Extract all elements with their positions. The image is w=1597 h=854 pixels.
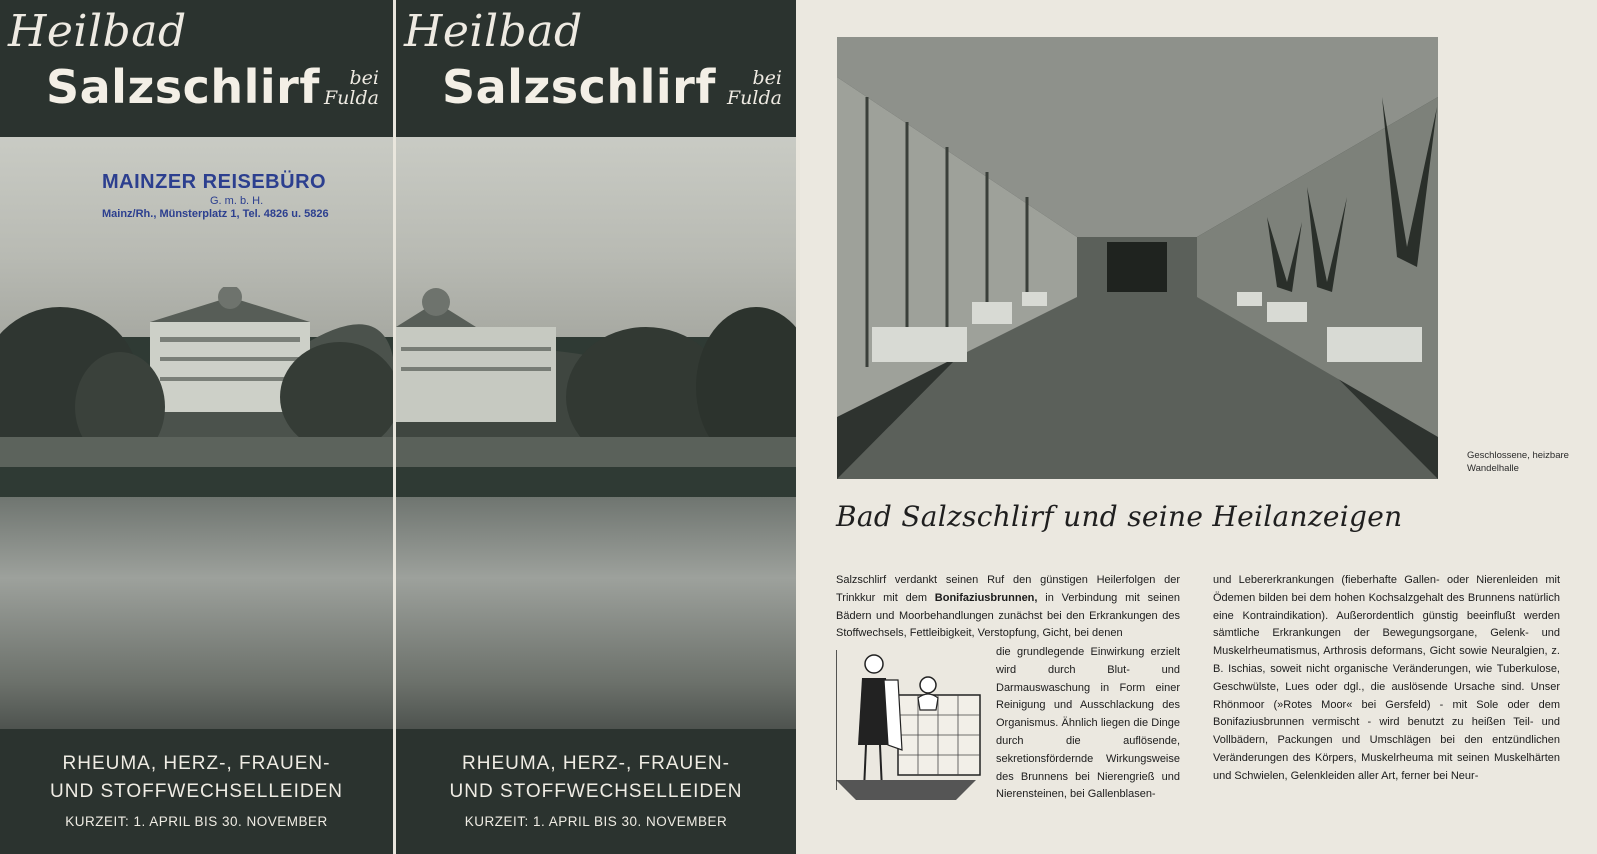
photo-landscape [396,287,796,467]
cover-heilbad-title: Heilbad [8,6,187,57]
cover-bei-fulda [727,68,782,108]
text-column-1-narrow: die grundlegende Einwirkung erzielt wird durch Blut- und Darmauswaschung in Form einer Reinigung und Ausschlackung des Organismus. Ähnlich liegen die Dinge durch die auflösende, sekretionsfördernde Wirkungsweise des Brunnens bei Nierengrieß und Nierensteinen, bei Gallenblasen- [996,646,1180,801]
indications-line-2: UND STOFFWECHSELLEIDEN [449,781,743,802]
cover-bei: bei [349,67,379,89]
photo-caption [1467,449,1577,475]
cover-panel-left [0,0,393,854]
page-heading: Bad Salzschlirf und seine Heilanzeigen [836,500,1403,533]
bath-illustration [836,650,984,805]
photo-pond [396,497,796,729]
cover-footer [396,729,796,854]
indications-line-2: UND STOFFWECHSELLEIDEN [50,781,343,802]
wandelhalle-photo [837,37,1438,479]
cover-footer [0,729,393,854]
inner-page [800,0,1597,854]
cover-header [396,0,796,137]
photo-landscape [0,287,393,467]
text-bonifaziusbrunnen: Bonifaziusbrunnen, [934,591,1038,604]
stamp-agency-name: MAINZER REISEBÜRO [102,171,327,193]
text-column-1-intro [836,572,1180,643]
caption-line-1: Geschlossene, heizbare [1467,450,1569,461]
cover-town-title: Salzschlirf [46,60,320,114]
cover-header [0,0,393,137]
photo-pond [0,497,393,729]
stamp-address: Mainz/Rh., Münsterplatz 1, Tel. 4826 u. 5826 [102,208,329,220]
cover-season: KURZEIT: 1. APRIL BIS 30. NOVEMBER [464,814,728,829]
cover-bei-fulda [324,68,379,108]
indications-line-1: RHEUMA, HERZ-, FRAUEN- [62,753,331,774]
travel-agency-stamp [102,171,329,220]
stamp-company-form: G. m. b. H. [210,195,264,207]
cover-fulda: Fulda [324,87,379,109]
cover-photo-kurhaus [396,137,796,729]
cover-heilbad-title: Heilbad [404,6,583,57]
wandelhalle-illustration [837,37,1438,479]
cover-town-title: Salzschlirf [442,60,716,114]
cover-season: KURZEIT: 1. APRIL BIS 30. NOVEMBER [65,814,328,829]
cover-indications [0,750,393,806]
text-intro-cont: in Verbindung mit seinen Bädern und Moorbehandlungen zunächst bei den Erkrankungen des Stoffwechsels, Fettleibigkeit, Verstopfung, Gicht, bei denen [836,591,1180,640]
text-column-2: und Lebererkrankungen (fieberhafte Gallen- oder Nierenleiden mit Ödemen bilden bei dem hohen Kochsalzgehalt des Brunnens natürlich eine Kontraindikation). Außerordentlich günstig beeinflußt werden sämtliche Erkrankungen der Bewegungsorgane, Gelenk- und Muskelrheumatismus, Arthrosis deformans, Gicht sowie Neuralgien, z. B. Ischias, soweit nicht organische Veränderungen, wie Tuberkulose, Geschwülste, Lues oder dgl., die auslösende Ursache sind. Unser Rhönmoor (»Rotes Moor« bei Gersfeld) - mit Sole oder dem Bonifaziusbrunnen vermischt - wird benutzt zu heißen Teil- und Vollbädern, Packungen und Umschlägen bei den entzündlichen Veränderungen des Körpers, Muskelrheuma mit seinen Muskelhärten und Schwielen, Gelenkleiden aller Art, ferner bei Neur- [1213,574,1560,782]
cover-fulda: Fulda [727,87,782,109]
cover-indications [396,750,796,806]
text-intro: Salzschlirf verdankt seinen Ruf den günstigen Heilerfolgen der Trinkkur mit dem [836,574,1180,604]
cover-panel-right [396,0,796,854]
cover-photo-kurhaus [0,137,393,729]
cover-bei: bei [752,67,782,89]
indications-line-1: RHEUMA, HERZ-, FRAUEN- [462,753,730,774]
caption-line-2: Wandelhalle [1467,463,1519,474]
